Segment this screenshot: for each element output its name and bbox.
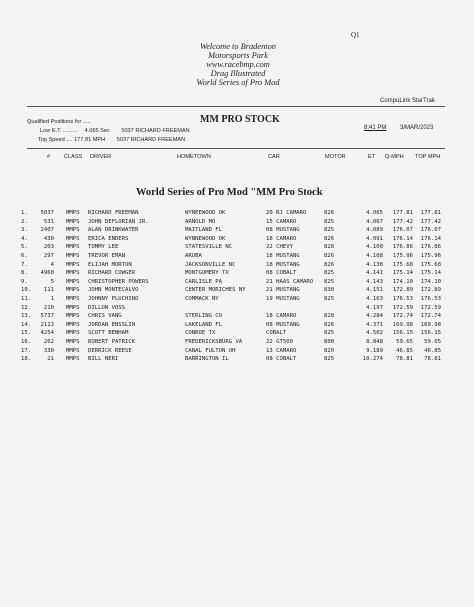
- row-car-number: 262: [43, 338, 54, 345]
- page-mark: Q1: [351, 31, 360, 39]
- row-car: 15 CAMARO: [266, 218, 297, 225]
- class-title: MM PRO STOCK: [200, 114, 280, 125]
- row-qmph: 175.14: [392, 270, 413, 277]
- row-class: MMPS: [66, 295, 80, 302]
- row-pos: 6.: [21, 252, 28, 259]
- table-row: [0, 218, 474, 227]
- row-motor: 825: [324, 270, 335, 277]
- row-motor: 826: [324, 261, 335, 268]
- table-row: [0, 355, 474, 364]
- col-class: CLASS: [64, 154, 83, 160]
- row-class: MMPS: [66, 356, 80, 363]
- top-speed-label: Top Speed .... 177.81 MPH: [38, 137, 106, 143]
- row-hometown: ARUBA: [185, 252, 202, 259]
- row-driver: JOHN MONTECALVO: [88, 287, 139, 294]
- row-car: 18 MUSTANG: [266, 261, 300, 268]
- row-class: MMPS: [66, 261, 80, 268]
- row-topmph: 175.96: [420, 252, 441, 259]
- row-car: 18 CAMARO: [266, 313, 297, 320]
- row-pos: 1.: [21, 210, 28, 216]
- row-qmph: 46.85: [396, 347, 413, 354]
- row-et: 4.089: [366, 227, 383, 234]
- row-car: COBALT: [266, 330, 287, 337]
- row-hometown: STERLING CO: [185, 313, 223, 320]
- row-hometown: FREDERICKSBURG VA: [185, 338, 243, 345]
- row-et: 9.189: [366, 347, 383, 354]
- row-motor: 826: [324, 252, 335, 259]
- col-topmph: TOP MPH: [415, 154, 441, 160]
- row-driver: RICHARD FREEMAN: [88, 210, 139, 216]
- row-class: MMPS: [66, 227, 80, 234]
- row-qmph: 59.65: [396, 338, 413, 345]
- row-motor: 825: [324, 218, 335, 225]
- row-topmph: 174.10: [420, 278, 441, 285]
- row-driver: BILL NERI: [88, 356, 119, 363]
- row-car-number: 21: [47, 356, 54, 363]
- row-et: 4.100: [366, 244, 383, 251]
- row-car-number: 111: [43, 287, 54, 294]
- table-row: [0, 304, 474, 313]
- row-qmph: 172.74: [392, 313, 413, 320]
- row-motor: 825: [324, 227, 335, 234]
- row-car-number: 4: [50, 261, 54, 268]
- row-pos: 15.: [21, 330, 32, 337]
- row-pos: 13.: [21, 313, 32, 320]
- row-pos: 4.: [21, 235, 28, 242]
- row-class: MMPS: [66, 270, 80, 277]
- row-car: 22 GT500: [266, 338, 293, 345]
- row-hometown: LAKELAND FL: [185, 321, 223, 328]
- table-row: [0, 243, 474, 252]
- row-car-number: 531: [43, 218, 54, 225]
- row-pos: 17.: [21, 347, 32, 354]
- table-row: [0, 329, 474, 338]
- row-qmph: 176.86: [392, 244, 413, 251]
- row-class: MMPS: [66, 347, 80, 354]
- row-driver: JOHNNY PLUCHINO: [88, 295, 139, 302]
- row-topmph: 172.74: [420, 313, 441, 320]
- row-car-number: 5: [50, 278, 54, 285]
- row-motor: 826: [324, 235, 335, 242]
- row-topmph: 176.53: [420, 295, 441, 302]
- table-row: [0, 312, 474, 321]
- row-class: MMPS: [66, 210, 80, 216]
- row-et: 4.108: [366, 252, 383, 259]
- row-pos: 16.: [21, 338, 32, 345]
- row-pos: 3.: [21, 227, 28, 234]
- row-hometown: CANAL FULTON OH: [185, 347, 236, 354]
- row-et: 4.141: [366, 270, 383, 277]
- row-pos: 10.: [21, 287, 32, 294]
- row-hometown: MAITLAND FL: [185, 227, 223, 234]
- low-et-label: Low E.T. .........: [40, 128, 77, 134]
- row-car-number: 5037: [40, 210, 54, 216]
- col-car: CAR: [268, 154, 280, 160]
- col-hometown: HOMETOWN: [177, 154, 211, 160]
- welcome-line: Welcome to Bradenton: [200, 42, 276, 51]
- row-et: 4.502: [366, 330, 383, 337]
- row-topmph: 172.59: [420, 304, 441, 311]
- top-speed-holder: 5037 RICHARD FREEMAN: [116, 137, 186, 143]
- row-et: 4.371: [366, 321, 383, 328]
- row-qmph: 169.98: [392, 321, 413, 328]
- divider-top: [27, 106, 445, 107]
- row-car-number: 210: [43, 304, 54, 311]
- row-driver: ALAN DRINKWATER: [88, 227, 139, 234]
- row-car: 08 MUSTANG: [266, 321, 300, 328]
- row-car: 21 HAAS CAMARO: [266, 278, 314, 285]
- row-class: MMPS: [66, 278, 80, 285]
- row-hometown: WYNEEWOOD OK: [185, 210, 226, 216]
- row-hometown: STATESVILLE NC: [185, 244, 233, 251]
- park-name: Motorsports Park: [208, 51, 268, 60]
- report-date: 3/MAR/2023: [400, 125, 434, 131]
- row-car-number: 330: [43, 347, 54, 354]
- row-class: MMPS: [66, 252, 80, 259]
- row-car-number: 4254: [40, 330, 54, 337]
- row-pos: 5.: [21, 244, 28, 251]
- row-topmph: 177.42: [420, 218, 441, 225]
- row-driver: RICHARD COWGER: [88, 270, 136, 277]
- top-speed-line: [27, 136, 190, 145]
- table-row: [0, 286, 474, 295]
- row-class: MMPS: [66, 304, 80, 311]
- row-driver: JOHN DEFLORIAN JR.: [88, 218, 149, 225]
- event-title: World Series of Pro Mod "MM Pro Stock: [136, 187, 323, 198]
- row-car: 20 RJ CAMARO: [266, 210, 307, 216]
- low-et-value: 4.065 Sec: [84, 128, 110, 134]
- row-qmph: 176.14: [392, 235, 413, 242]
- row-driver: ROBERT PATRICK: [88, 338, 136, 345]
- sanction-line: Drag Illustrated: [210, 69, 266, 78]
- col-et: ET: [368, 154, 376, 160]
- row-motor: 828: [324, 313, 335, 320]
- row-qmph: 156.15: [392, 330, 413, 337]
- row-topmph: 175.68: [420, 261, 441, 268]
- row-et: 4.163: [366, 295, 383, 302]
- row-car-number: 2407: [40, 227, 54, 234]
- row-hometown: CONROE TX: [185, 330, 216, 337]
- row-pos: 11.: [21, 295, 32, 302]
- row-car: 22 CHEVY: [266, 244, 293, 251]
- low-et-line: [27, 127, 190, 136]
- row-qmph: 177.42: [392, 218, 413, 225]
- row-class: MMPS: [66, 313, 80, 320]
- row-car-number: 2113: [40, 321, 54, 328]
- table-row: [0, 252, 474, 261]
- row-et: 4.143: [366, 278, 383, 285]
- table-row: [0, 226, 474, 235]
- row-car-number: 4960: [40, 270, 54, 277]
- row-hometown: ARNOLD MO: [185, 218, 216, 225]
- row-motor: 825: [324, 356, 335, 363]
- row-car: 18 CAMARO: [266, 235, 297, 242]
- row-car-number: 203: [43, 244, 54, 251]
- row-class: MMPS: [66, 338, 80, 345]
- row-topmph: 78.81: [424, 356, 441, 363]
- table-row: [0, 338, 474, 347]
- row-motor: 825: [324, 295, 335, 302]
- row-topmph: 46.85: [424, 347, 441, 354]
- table-row: [0, 209, 474, 218]
- divider-columns: [27, 148, 445, 149]
- row-et: 4.151: [366, 287, 383, 294]
- row-motor: 830: [324, 287, 335, 294]
- row-et: 4.284: [366, 313, 383, 320]
- row-topmph: 177.81: [420, 210, 441, 216]
- row-car: 08 COBALT: [266, 356, 297, 363]
- row-hometown: COMMACK NY: [185, 295, 219, 302]
- row-class: MMPS: [66, 330, 80, 337]
- row-motor: 826: [324, 321, 335, 328]
- row-motor: 825: [324, 278, 335, 285]
- row-motor: 820: [324, 347, 335, 354]
- row-car: 19 MUSTANG: [266, 295, 300, 302]
- row-pos: 18.: [21, 356, 32, 363]
- row-et: 4.091: [366, 235, 383, 242]
- row-driver: ELIJAH MORTON: [88, 261, 132, 268]
- row-motor: 800: [324, 338, 335, 345]
- col-motor: MOTOR: [325, 154, 346, 160]
- row-pos: 7.: [21, 261, 28, 268]
- row-pos: 12.: [21, 304, 32, 311]
- row-topmph: 169.98: [420, 321, 441, 328]
- row-hometown: JACKSONVILLE NC: [185, 261, 236, 268]
- row-motor: 825: [324, 330, 335, 337]
- table-row: [0, 295, 474, 304]
- row-qmph: 175.68: [392, 261, 413, 268]
- row-et: 4.197: [366, 304, 383, 311]
- qualified-summary: [27, 118, 190, 145]
- row-class: MMPS: [66, 321, 80, 328]
- qualified-label: Qualified Positions for .....: [27, 119, 91, 125]
- col-qmph: Q-MPH: [385, 154, 404, 160]
- table-row: [0, 278, 474, 287]
- series-line: World Series of Pro Mod: [196, 78, 280, 87]
- row-qmph: 78.81: [396, 356, 413, 363]
- row-et: 4.067: [366, 218, 383, 225]
- row-qmph: 172.59: [392, 304, 413, 311]
- row-qmph: 172.89: [392, 287, 413, 294]
- track-header: [150, 42, 326, 87]
- row-pos: 8.: [21, 270, 28, 277]
- row-pos: 2.: [21, 218, 28, 225]
- row-hometown: MONTGOMERY TX: [185, 270, 229, 277]
- row-driver: DERRICK REESE: [88, 347, 132, 354]
- row-et: 4.065: [366, 210, 383, 216]
- row-topmph: 176.86: [420, 244, 441, 251]
- table-row: [0, 321, 474, 330]
- row-topmph: 176.07: [420, 227, 441, 234]
- row-driver: TOMMY LEE: [88, 244, 119, 251]
- row-pos: 14.: [21, 321, 32, 328]
- row-et: 8.848: [366, 338, 383, 345]
- row-car: 13 CAMARO: [266, 347, 297, 354]
- row-topmph: 172.89: [420, 287, 441, 294]
- table-row: [0, 269, 474, 278]
- row-class: MMPS: [66, 287, 80, 294]
- results-table: [0, 209, 474, 364]
- row-driver: ERICA ENDERS: [88, 235, 129, 242]
- row-class: MMPS: [66, 218, 80, 225]
- low-et-holder: 5037 RICHARD FREEMAN: [121, 128, 190, 134]
- row-car-number: 5737: [40, 313, 54, 320]
- row-qmph: 175.96: [392, 252, 413, 259]
- row-car: 08 COBALT: [266, 270, 297, 277]
- col-pos: #: [47, 154, 51, 160]
- row-driver: SCOTT BENHAM: [88, 330, 129, 337]
- row-pos: 9.: [21, 278, 28, 285]
- row-driver: TREVOR EMAN: [88, 252, 126, 259]
- report-time: 8:41 PM: [364, 125, 387, 131]
- row-motor: 828: [324, 244, 335, 251]
- row-hometown: BARRINGTON IL: [185, 356, 229, 363]
- row-topmph: 59.65: [424, 338, 441, 345]
- row-class: MMPS: [66, 244, 80, 251]
- row-car: 18 MUSTANG: [266, 252, 300, 259]
- website-link[interactable]: www.racebmp.com: [206, 60, 270, 69]
- table-row: [0, 235, 474, 244]
- row-hometown: WYNNEWOOD OK: [185, 235, 226, 242]
- row-driver: CHRISTOPHER POWERS: [88, 278, 149, 285]
- table-row: [0, 347, 474, 356]
- row-class: MMPS: [66, 235, 80, 242]
- row-driver: JORDAN ENSSLIN: [88, 321, 136, 328]
- row-driver: CHRIS VANG: [88, 313, 122, 320]
- row-et: 10.274: [362, 356, 383, 363]
- row-topmph: 156.15: [420, 330, 441, 337]
- row-car: 08 MUSTANG: [266, 227, 300, 234]
- software-credit: CompuLink StarTrak: [380, 98, 435, 104]
- row-car-number: 297: [43, 252, 54, 259]
- row-qmph: 176.53: [392, 295, 413, 302]
- row-hometown: CARLISLE PA: [185, 278, 223, 285]
- table-row: [0, 261, 474, 270]
- row-hometown: CENTER MORICHES NY: [185, 287, 246, 294]
- row-car-number: 430: [43, 235, 54, 242]
- col-driver: DRIVER: [90, 154, 112, 160]
- row-car-number: 1: [50, 295, 54, 302]
- row-driver: DILLON VOSS: [88, 304, 126, 311]
- row-topmph: 176.14: [420, 235, 441, 242]
- row-topmph: 175.14: [420, 270, 441, 277]
- row-motor: 826: [324, 210, 335, 216]
- row-et: 4.138: [366, 261, 383, 268]
- row-qmph: 176.07: [392, 227, 413, 234]
- row-qmph: 177.81: [392, 210, 413, 216]
- row-qmph: 174.10: [392, 278, 413, 285]
- row-car: 21 MUSTANG: [266, 287, 300, 294]
